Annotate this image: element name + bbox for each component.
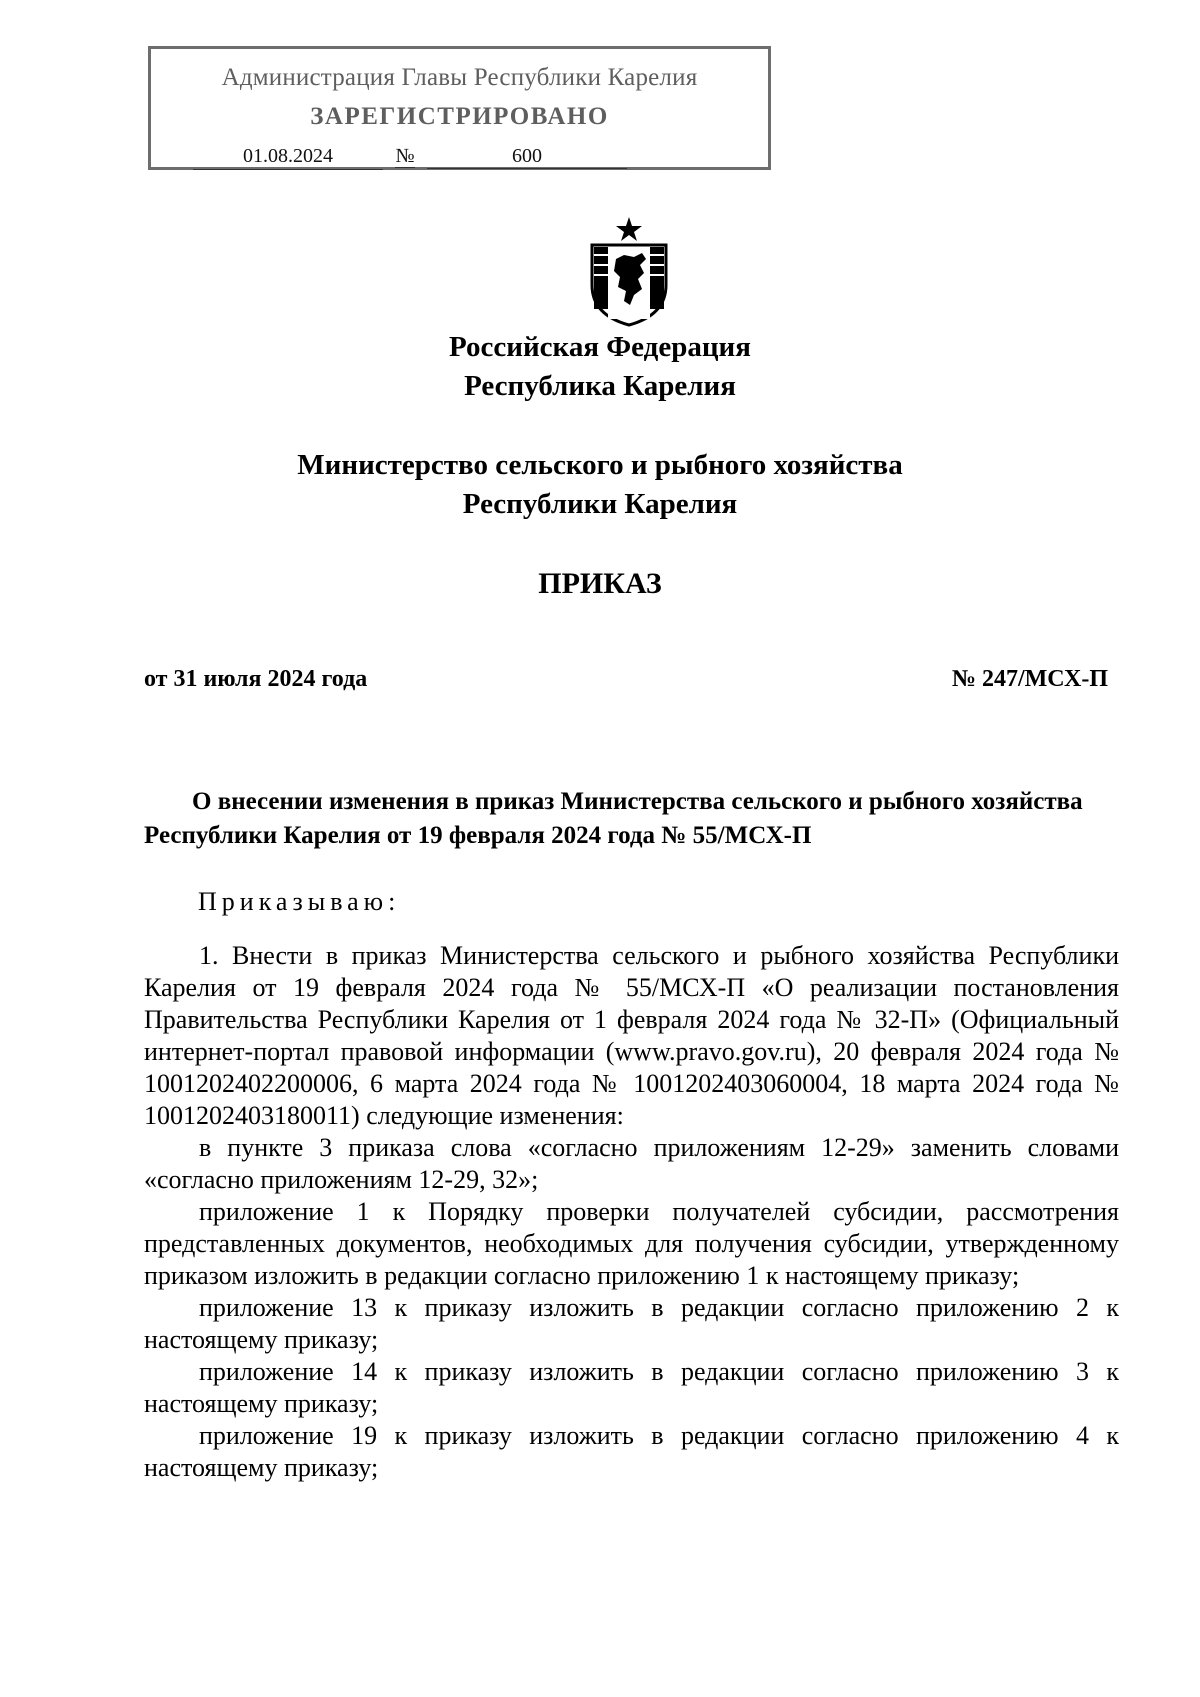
karelia-coat-of-arms-icon xyxy=(584,215,674,327)
registration-stamp xyxy=(148,46,771,170)
paragraph-4: приложение 13 к приказу изложить в редакции согласно приложению 2 к настоящему приказу; xyxy=(144,1293,1119,1354)
stamp-number: 600 xyxy=(427,145,627,169)
paragraph-6: приложение 19 к приказу изложить в редакции согласно приложению 4 к настоящему приказу; xyxy=(144,1421,1119,1482)
document-type: ПРИКАЗ xyxy=(538,567,662,600)
decree-word: Приказываю: xyxy=(198,887,401,916)
ministry-title-line2: Республики Карелия xyxy=(462,488,738,520)
order-subject: О внесении изменения в приказ Министерства сельского и рыбного хозяйства Республики Карелия от 19 февраля 2024 года № 55/МСХ-П xyxy=(144,788,1083,849)
stamp-status: ЗАРЕГИСТРИРОВАНО xyxy=(310,103,609,130)
paragraph-2: в пункте 3 приказа слова «согласно приложениям 12-29» заменить словами «согласно приложениям 12-29, 32»; xyxy=(144,1133,1119,1194)
paragraph-1: 1. Внести в приказ Министерства сельского и рыбного хозяйства Республики Карелия от 19 февраля 2024 года № 55/МСХ-П «О реализации постановления Правительства Республики Карелия от 1 февраля 2024 года № 32-П» (Официальный интернет-портал правовой информации (www.pravo.gov.ru), 20 февраля 2024 года № 1001202402200006, 6 марта 2024 года № 1001202403060004, 18 марта 2024 года № 1001202403180011) следующие изменения: xyxy=(144,941,1119,1130)
paragraph-5: приложение 14 к приказу изложить в редакции согласно приложению 3 к настоящему приказу; xyxy=(144,1357,1119,1418)
order-number: № 247/МСХ-П xyxy=(951,666,1108,692)
paragraph-3: приложение 1 к Порядку проверки получателей субсидии, рассмотрения представленных документов, необходимых для получения субсидии, утвержденному приказом изложить в редакции согласно приложению 1 к настоящему приказу; xyxy=(144,1197,1119,1290)
ministry-title-line1: Министерство сельского и рыбного хозяйства xyxy=(297,449,903,481)
stamp-organization: Администрация Главы Республики Карелия xyxy=(221,64,698,91)
order-body xyxy=(144,940,1119,1484)
region-title: Республика Карелия xyxy=(464,370,736,402)
emblem-star-icon xyxy=(616,217,642,241)
order-date: от 31 июля 2024 года xyxy=(144,666,368,692)
stamp-date: 01.08.2024 xyxy=(193,145,383,170)
stamp-number-label: № xyxy=(395,145,415,167)
country-title: Российская Федерация xyxy=(449,331,751,363)
stamp-number-label-wrap xyxy=(383,145,427,169)
